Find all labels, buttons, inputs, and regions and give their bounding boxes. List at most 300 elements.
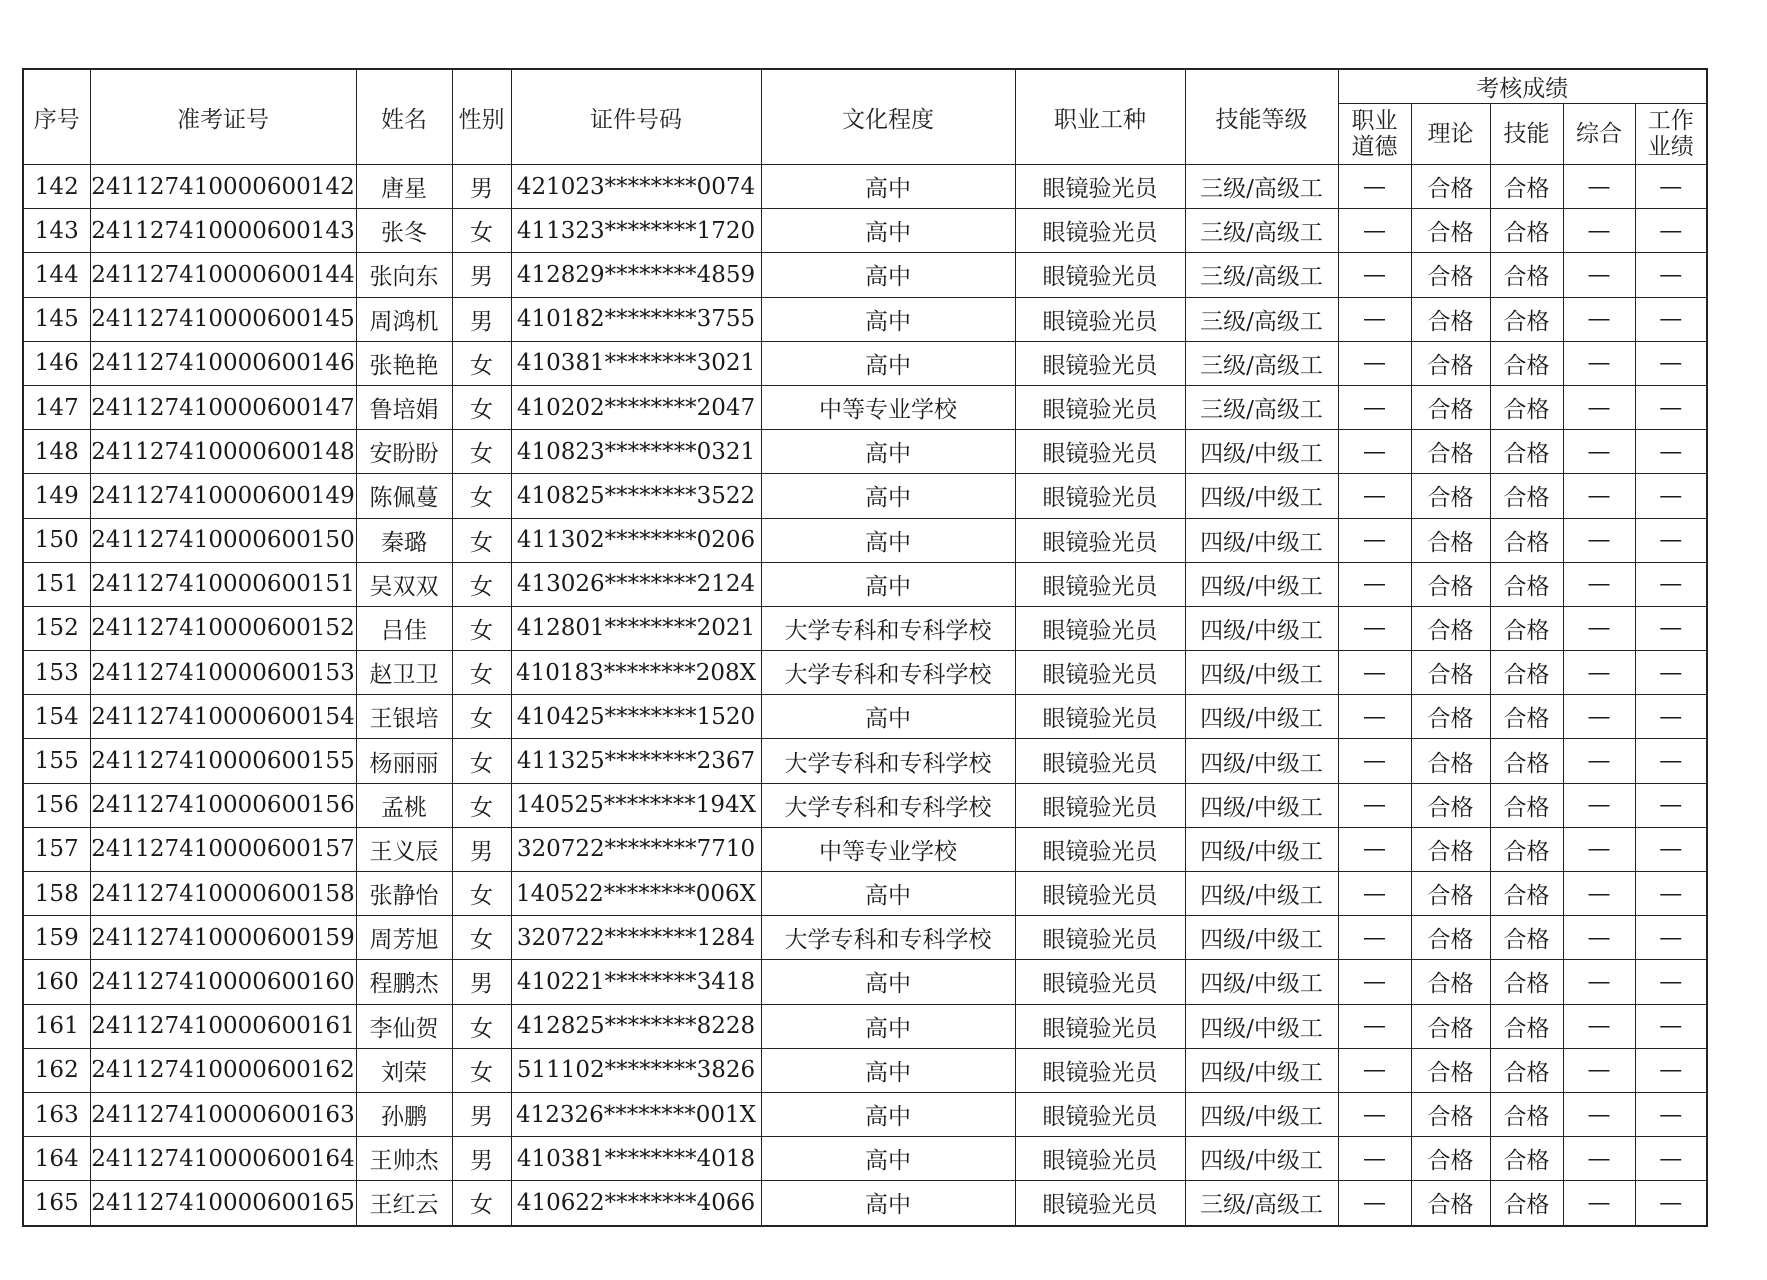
cell-education: 大学专科和专科学校: [761, 739, 1015, 783]
cell-ethics: —: [1338, 606, 1411, 650]
cell-performance: —: [1635, 739, 1707, 783]
cell-id-number: 140522********006X: [511, 872, 761, 916]
cell-ethics: —: [1338, 562, 1411, 606]
cell-gender: 女: [452, 606, 511, 650]
cell-ethics: —: [1338, 1181, 1411, 1226]
cell-name: 周鸿机: [356, 297, 452, 341]
cell-education: 中等专业学校: [761, 827, 1015, 871]
cell-name: 王银培: [356, 695, 452, 739]
table-row: [23, 960, 1707, 1004]
cell-comprehensive: —: [1563, 916, 1635, 960]
cell-comprehensive: —: [1563, 695, 1635, 739]
cell-exam-id: 241127410000600147: [90, 385, 356, 429]
cell-exam-id: 241127410000600162: [90, 1048, 356, 1092]
cell-id-number: 410823********0321: [511, 430, 761, 474]
cell-name: 杨丽丽: [356, 739, 452, 783]
table-row: [23, 253, 1707, 297]
cell-seq: 160: [23, 960, 90, 1004]
cell-name: 王帅杰: [356, 1137, 452, 1181]
cell-name: 张冬: [356, 209, 452, 253]
cell-theory: 合格: [1411, 1004, 1490, 1048]
cell-id-number: 412801********2021: [511, 606, 761, 650]
cell-comprehensive: —: [1563, 1137, 1635, 1181]
cell-id-number: 411325********2367: [511, 739, 761, 783]
cell-performance: —: [1635, 1048, 1707, 1092]
cell-name: 安盼盼: [356, 430, 452, 474]
cell-occupation: 眼镜验光员: [1015, 695, 1185, 739]
cell-occupation: 眼镜验光员: [1015, 562, 1185, 606]
cell-skill-level: 四级/中级工: [1185, 651, 1338, 695]
cell-id-number: 410622********4066: [511, 1181, 761, 1226]
cell-performance: —: [1635, 783, 1707, 827]
cell-ethics: —: [1338, 872, 1411, 916]
cell-theory: 合格: [1411, 606, 1490, 650]
header-performance: [1635, 104, 1707, 165]
cell-skill: 合格: [1490, 606, 1563, 650]
table-row: [23, 872, 1707, 916]
table-row: [23, 606, 1707, 650]
cell-occupation: 眼镜验光员: [1015, 606, 1185, 650]
cell-gender: 女: [452, 916, 511, 960]
cell-education: 高中: [761, 1092, 1015, 1136]
cell-occupation: 眼镜验光员: [1015, 385, 1185, 429]
cell-performance: —: [1635, 562, 1707, 606]
cell-seq: 144: [23, 253, 90, 297]
cell-seq: 149: [23, 474, 90, 518]
table-row: [23, 1137, 1707, 1181]
cell-theory: 合格: [1411, 1048, 1490, 1092]
table-row: [23, 783, 1707, 827]
cell-comprehensive: —: [1563, 253, 1635, 297]
cell-seq: 155: [23, 739, 90, 783]
cell-seq: 148: [23, 430, 90, 474]
cell-gender: 男: [452, 960, 511, 1004]
cell-name: 张艳艳: [356, 341, 452, 385]
cell-skill-level: 三级/高级工: [1185, 209, 1338, 253]
cell-id-number: 421023********0074: [511, 165, 761, 209]
cell-id-number: 320722********7710: [511, 827, 761, 871]
cell-skill: 合格: [1490, 297, 1563, 341]
cell-gender: 女: [452, 518, 511, 562]
cell-seq: 156: [23, 783, 90, 827]
cell-gender: 女: [452, 209, 511, 253]
cell-performance: —: [1635, 960, 1707, 1004]
cell-exam-id: 241127410000600146: [90, 341, 356, 385]
cell-comprehensive: —: [1563, 474, 1635, 518]
table-row: [23, 651, 1707, 695]
cell-education: 高中: [761, 1181, 1015, 1226]
cell-seq: 151: [23, 562, 90, 606]
cell-skill-level: 四级/中级工: [1185, 960, 1338, 1004]
header-id-number: 证件号码: [511, 69, 761, 165]
cell-ethics: —: [1338, 165, 1411, 209]
cell-seq: 165: [23, 1181, 90, 1226]
cell-id-number: 412825********8228: [511, 1004, 761, 1048]
cell-education: 高中: [761, 474, 1015, 518]
cell-education: 高中: [761, 1137, 1015, 1181]
cell-gender: 女: [452, 1048, 511, 1092]
cell-education: 大学专科和专科学校: [761, 606, 1015, 650]
cell-exam-id: 241127410000600159: [90, 916, 356, 960]
table-row: [23, 562, 1707, 606]
cell-skill: 合格: [1490, 165, 1563, 209]
header-gender: 性别: [452, 69, 511, 165]
cell-seq: 158: [23, 872, 90, 916]
table-row: [23, 1004, 1707, 1048]
cell-theory: 合格: [1411, 518, 1490, 562]
cell-gender: 女: [452, 385, 511, 429]
cell-name: 吴双双: [356, 562, 452, 606]
cell-occupation: 眼镜验光员: [1015, 253, 1185, 297]
cell-occupation: 眼镜验光员: [1015, 1048, 1185, 1092]
header-ethics: [1338, 104, 1411, 165]
cell-seq: 145: [23, 297, 90, 341]
cell-gender: 女: [452, 430, 511, 474]
cell-skill-level: 四级/中级工: [1185, 430, 1338, 474]
cell-gender: 男: [452, 1137, 511, 1181]
cell-seq: 154: [23, 695, 90, 739]
cell-exam-id: 241127410000600148: [90, 430, 356, 474]
cell-occupation: 眼镜验光员: [1015, 1137, 1185, 1181]
cell-ethics: —: [1338, 1004, 1411, 1048]
table-row: [23, 474, 1707, 518]
cell-name: 李仙贺: [356, 1004, 452, 1048]
cell-gender: 女: [452, 872, 511, 916]
cell-gender: 女: [452, 739, 511, 783]
header-comprehensive: 综合: [1563, 104, 1635, 165]
cell-exam-id: 241127410000600151: [90, 562, 356, 606]
cell-id-number: 410202********2047: [511, 385, 761, 429]
cell-theory: 合格: [1411, 253, 1490, 297]
cell-education: 高中: [761, 872, 1015, 916]
cell-skill-level: 三级/高级工: [1185, 165, 1338, 209]
cell-skill: 合格: [1490, 960, 1563, 1004]
cell-theory: 合格: [1411, 209, 1490, 253]
cell-ethics: —: [1338, 1092, 1411, 1136]
cell-seq: 162: [23, 1048, 90, 1092]
cell-exam-id: 241127410000600145: [90, 297, 356, 341]
cell-skill: 合格: [1490, 209, 1563, 253]
cell-exam-id: 241127410000600150: [90, 518, 356, 562]
cell-gender: 男: [452, 165, 511, 209]
cell-performance: —: [1635, 1181, 1707, 1226]
cell-skill-level: 四级/中级工: [1185, 1048, 1338, 1092]
cell-name: 周芳旭: [356, 916, 452, 960]
cell-gender: 女: [452, 474, 511, 518]
cell-ethics: —: [1338, 739, 1411, 783]
table-row: [23, 1092, 1707, 1136]
cell-comprehensive: —: [1563, 739, 1635, 783]
table-row: [23, 297, 1707, 341]
cell-skill: 合格: [1490, 651, 1563, 695]
cell-ethics: —: [1338, 518, 1411, 562]
cell-theory: 合格: [1411, 739, 1490, 783]
cell-skill-level: 四级/中级工: [1185, 606, 1338, 650]
cell-id-number: 410221********3418: [511, 960, 761, 1004]
header-name: 姓名: [356, 69, 452, 165]
cell-comprehensive: —: [1563, 518, 1635, 562]
cell-comprehensive: —: [1563, 1048, 1635, 1092]
cell-ethics: —: [1338, 695, 1411, 739]
cell-education: 高中: [761, 695, 1015, 739]
cell-seq: 159: [23, 916, 90, 960]
cell-gender: 女: [452, 562, 511, 606]
cell-skill-level: 四级/中级工: [1185, 1137, 1338, 1181]
cell-theory: 合格: [1411, 783, 1490, 827]
cell-theory: 合格: [1411, 562, 1490, 606]
cell-skill: 合格: [1490, 1181, 1563, 1226]
cell-seq: 150: [23, 518, 90, 562]
cell-ethics: —: [1338, 297, 1411, 341]
cell-id-number: 410825********3522: [511, 474, 761, 518]
cell-exam-id: 241127410000600155: [90, 739, 356, 783]
cell-performance: —: [1635, 209, 1707, 253]
cell-exam-id: 241127410000600152: [90, 606, 356, 650]
cell-name: 秦璐: [356, 518, 452, 562]
cell-gender: 女: [452, 695, 511, 739]
table-row: [23, 695, 1707, 739]
cell-theory: 合格: [1411, 872, 1490, 916]
cell-education: 高中: [761, 1004, 1015, 1048]
cell-ethics: —: [1338, 960, 1411, 1004]
header-skill: 技能: [1490, 104, 1563, 165]
cell-exam-id: 241127410000600153: [90, 651, 356, 695]
cell-exam-id: 241127410000600142: [90, 165, 356, 209]
cell-name: 赵卫卫: [356, 651, 452, 695]
header-performance-label: 工作业绩: [1647, 108, 1694, 160]
cell-comprehensive: —: [1563, 209, 1635, 253]
header-education: 文化程度: [761, 69, 1015, 165]
cell-performance: —: [1635, 827, 1707, 871]
cell-performance: —: [1635, 165, 1707, 209]
cell-performance: —: [1635, 430, 1707, 474]
cell-education: 高中: [761, 960, 1015, 1004]
cell-occupation: 眼镜验光员: [1015, 1004, 1185, 1048]
table-row: [23, 739, 1707, 783]
cell-skill-level: 四级/中级工: [1185, 474, 1338, 518]
cell-exam-id: 241127410000600156: [90, 783, 356, 827]
cell-exam-id: 241127410000600149: [90, 474, 356, 518]
cell-skill: 合格: [1490, 1004, 1563, 1048]
cell-seq: 153: [23, 651, 90, 695]
cell-seq: 157: [23, 827, 90, 871]
cell-skill: 合格: [1490, 341, 1563, 385]
cell-comprehensive: —: [1563, 960, 1635, 1004]
cell-seq: 164: [23, 1137, 90, 1181]
cell-ethics: —: [1338, 1137, 1411, 1181]
cell-performance: —: [1635, 253, 1707, 297]
header-skill-level: 技能等级: [1185, 69, 1338, 165]
cell-comprehensive: —: [1563, 1181, 1635, 1226]
cell-occupation: 眼镜验光员: [1015, 960, 1185, 1004]
cell-comprehensive: —: [1563, 783, 1635, 827]
cell-theory: 合格: [1411, 827, 1490, 871]
header-ethics-label: 职业道德: [1351, 108, 1398, 160]
cell-id-number: 320722********1284: [511, 916, 761, 960]
cell-education: 高中: [761, 562, 1015, 606]
cell-name: 张静怡: [356, 872, 452, 916]
cell-seq: 147: [23, 385, 90, 429]
cell-ethics: —: [1338, 253, 1411, 297]
cell-performance: —: [1635, 651, 1707, 695]
table-row: [23, 827, 1707, 871]
cell-comprehensive: —: [1563, 872, 1635, 916]
cell-ethics: —: [1338, 209, 1411, 253]
cell-occupation: 眼镜验光员: [1015, 651, 1185, 695]
cell-education: 大学专科和专科学校: [761, 651, 1015, 695]
header-occupation: 职业工种: [1015, 69, 1185, 165]
cell-occupation: 眼镜验光员: [1015, 297, 1185, 341]
table-row: [23, 1048, 1707, 1092]
results-table: [22, 68, 1708, 1227]
cell-gender: 男: [452, 1092, 511, 1136]
cell-comprehensive: —: [1563, 165, 1635, 209]
cell-comprehensive: —: [1563, 606, 1635, 650]
cell-name: 唐星: [356, 165, 452, 209]
cell-skill: 合格: [1490, 695, 1563, 739]
cell-exam-id: 241127410000600143: [90, 209, 356, 253]
cell-comprehensive: —: [1563, 562, 1635, 606]
cell-name: 吕佳: [356, 606, 452, 650]
cell-gender: 女: [452, 341, 511, 385]
cell-skill-level: 四级/中级工: [1185, 783, 1338, 827]
table-row: [23, 385, 1707, 429]
cell-theory: 合格: [1411, 1137, 1490, 1181]
cell-comprehensive: —: [1563, 385, 1635, 429]
cell-exam-id: 241127410000600165: [90, 1181, 356, 1226]
header-theory: 理论: [1411, 104, 1490, 165]
cell-skill-level: 四级/中级工: [1185, 518, 1338, 562]
cell-occupation: 眼镜验光员: [1015, 430, 1185, 474]
cell-theory: 合格: [1411, 1092, 1490, 1136]
cell-name: 孙鹏: [356, 1092, 452, 1136]
cell-name: 程鹏杰: [356, 960, 452, 1004]
cell-skill-level: 三级/高级工: [1185, 385, 1338, 429]
cell-gender: 女: [452, 1004, 511, 1048]
cell-comprehensive: —: [1563, 1092, 1635, 1136]
cell-skill-level: 三级/高级工: [1185, 253, 1338, 297]
table-row: [23, 916, 1707, 960]
cell-skill-level: 四级/中级工: [1185, 1004, 1338, 1048]
cell-theory: 合格: [1411, 651, 1490, 695]
cell-education: 大学专科和专科学校: [761, 783, 1015, 827]
cell-skill: 合格: [1490, 1137, 1563, 1181]
cell-skill-level: 四级/中级工: [1185, 1092, 1338, 1136]
cell-skill: 合格: [1490, 739, 1563, 783]
cell-exam-id: 241127410000600157: [90, 827, 356, 871]
cell-performance: —: [1635, 1004, 1707, 1048]
cell-occupation: 眼镜验光员: [1015, 1181, 1185, 1226]
cell-education: 高中: [761, 209, 1015, 253]
table-row: [23, 165, 1707, 209]
cell-skill: 合格: [1490, 827, 1563, 871]
cell-ethics: —: [1338, 916, 1411, 960]
cell-id-number: 412326********001X: [511, 1092, 761, 1136]
cell-skill-level: 四级/中级工: [1185, 695, 1338, 739]
cell-skill: 合格: [1490, 783, 1563, 827]
cell-occupation: 眼镜验光员: [1015, 209, 1185, 253]
cell-occupation: 眼镜验光员: [1015, 518, 1185, 562]
cell-gender: 女: [452, 783, 511, 827]
cell-skill-level: 四级/中级工: [1185, 916, 1338, 960]
cell-theory: 合格: [1411, 430, 1490, 474]
cell-occupation: 眼镜验光员: [1015, 916, 1185, 960]
cell-skill-level: 四级/中级工: [1185, 827, 1338, 871]
cell-ethics: —: [1338, 474, 1411, 518]
roster-sheet: [22, 68, 1708, 1227]
cell-theory: 合格: [1411, 341, 1490, 385]
cell-education: 高中: [761, 430, 1015, 474]
cell-skill: 合格: [1490, 1092, 1563, 1136]
cell-performance: —: [1635, 1137, 1707, 1181]
cell-seq: 152: [23, 606, 90, 650]
cell-id-number: 511102********3826: [511, 1048, 761, 1092]
cell-education: 大学专科和专科学校: [761, 916, 1015, 960]
cell-performance: —: [1635, 341, 1707, 385]
cell-theory: 合格: [1411, 1181, 1490, 1226]
cell-comprehensive: —: [1563, 297, 1635, 341]
cell-comprehensive: —: [1563, 651, 1635, 695]
cell-name: 陈佩蔓: [356, 474, 452, 518]
cell-id-number: 411323********1720: [511, 209, 761, 253]
cell-id-number: 410182********3755: [511, 297, 761, 341]
cell-skill-level: 四级/中级工: [1185, 872, 1338, 916]
cell-seq: 163: [23, 1092, 90, 1136]
cell-performance: —: [1635, 518, 1707, 562]
cell-education: 高中: [761, 341, 1015, 385]
cell-id-number: 410381********3021: [511, 341, 761, 385]
cell-occupation: 眼镜验光员: [1015, 827, 1185, 871]
cell-theory: 合格: [1411, 385, 1490, 429]
cell-skill-level: 四级/中级工: [1185, 739, 1338, 783]
cell-id-number: 410425********1520: [511, 695, 761, 739]
header-assessment-group: 考核成绩: [1338, 69, 1707, 104]
cell-skill-level: 三级/高级工: [1185, 1181, 1338, 1226]
table-row: [23, 341, 1707, 385]
cell-education: 高中: [761, 1048, 1015, 1092]
cell-performance: —: [1635, 297, 1707, 341]
cell-theory: 合格: [1411, 165, 1490, 209]
cell-gender: 男: [452, 297, 511, 341]
cell-id-number: 140525********194X: [511, 783, 761, 827]
cell-theory: 合格: [1411, 960, 1490, 1004]
cell-gender: 男: [452, 827, 511, 871]
cell-education: 中等专业学校: [761, 385, 1015, 429]
cell-occupation: 眼镜验光员: [1015, 1092, 1185, 1136]
header-seq: 序号: [23, 69, 90, 165]
cell-comprehensive: —: [1563, 341, 1635, 385]
cell-comprehensive: —: [1563, 1004, 1635, 1048]
cell-id-number: 410183********208X: [511, 651, 761, 695]
cell-skill: 合格: [1490, 1048, 1563, 1092]
cell-occupation: 眼镜验光员: [1015, 341, 1185, 385]
cell-comprehensive: —: [1563, 827, 1635, 871]
cell-seq: 161: [23, 1004, 90, 1048]
cell-id-number: 411302********0206: [511, 518, 761, 562]
cell-ethics: —: [1338, 385, 1411, 429]
cell-occupation: 眼镜验光员: [1015, 783, 1185, 827]
cell-comprehensive: —: [1563, 430, 1635, 474]
cell-skill: 合格: [1490, 916, 1563, 960]
cell-exam-id: 241127410000600154: [90, 695, 356, 739]
cell-exam-id: 241127410000600161: [90, 1004, 356, 1048]
cell-education: 高中: [761, 165, 1015, 209]
cell-gender: 男: [452, 253, 511, 297]
cell-ethics: —: [1338, 430, 1411, 474]
cell-occupation: 眼镜验光员: [1015, 872, 1185, 916]
cell-performance: —: [1635, 606, 1707, 650]
cell-occupation: 眼镜验光员: [1015, 165, 1185, 209]
